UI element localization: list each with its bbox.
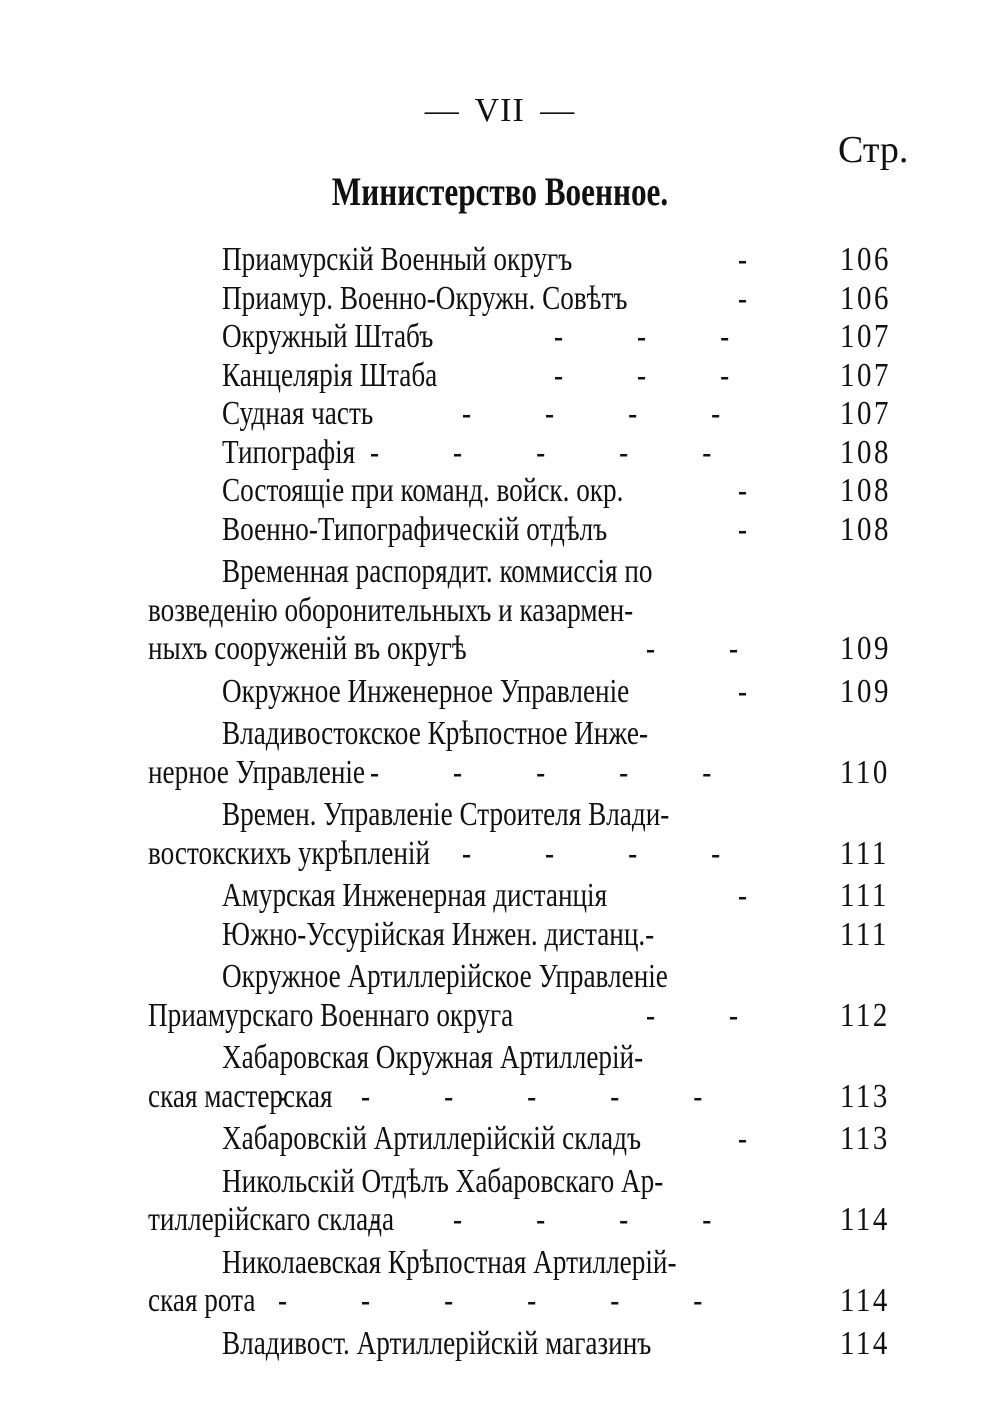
dot-leader: - - - - - -: [278, 1282, 736, 1319]
dot-leader: - - - - - -: [278, 1077, 736, 1115]
toc-entry-text: нерное Управленіе: [148, 753, 366, 791]
toc-page-number: 110: [840, 753, 890, 791]
header-dash-left: —: [424, 92, 460, 129]
toc-entry-text: тиллерійскаго склада: [148, 1201, 395, 1238]
page-column-label: Стр.: [838, 129, 909, 171]
toc-entry-text: Хабаровскій Артиллерійскій складъ: [222, 1120, 642, 1157]
toc-entry-text: Окружное Инженерное Управленіе: [222, 672, 630, 710]
toc-page-number: 114: [840, 1201, 890, 1238]
toc-entry-text: Владивостокское Крѣпостное Инже-: [222, 715, 648, 752]
toc-entry-text: возведенію оборонительныхъ и казармен-: [148, 591, 634, 629]
toc-entry-text: Южно-Уссурійская Инжен. дистанц.-: [222, 915, 655, 953]
page-number: VII: [474, 92, 525, 129]
dot-leader: -: [738, 241, 781, 278]
toc-page-number: 107: [840, 395, 891, 432]
toc-page-number: 106: [840, 241, 891, 278]
dot-leader: -: [738, 472, 781, 509]
toc-entry-text: Окружное Артиллерійское Управленіе: [222, 958, 668, 995]
toc-page-number: 109: [840, 630, 891, 667]
toc-page-number: 111: [840, 915, 889, 953]
dot-leader: - -: [646, 630, 772, 667]
toc-entry-text: Николаевская Крѣпостная Артиллерій-: [222, 1243, 677, 1281]
toc-page-number: 108: [840, 433, 891, 471]
toc-page-number: 106: [840, 279, 891, 317]
page-number-header: [0, 92, 1000, 130]
toc-page-number: 107: [840, 356, 891, 394]
toc-entry-text: Никольскій Отдѣлъ Хабаровскаго Ар-: [222, 1162, 664, 1200]
toc-entry-text: Приамурскій Военный округъ: [222, 241, 573, 278]
toc-page-number: 113: [840, 1077, 890, 1115]
toc-page-number: 114: [840, 1324, 890, 1362]
dot-leader: - - - - -: [370, 1201, 745, 1238]
toc-entry-text: Состоящіе при команд. войск. окр.: [222, 472, 624, 509]
toc-entry-text: Времен. Управленіе Строителя Влади-: [222, 796, 670, 833]
dot-leader: -: [738, 672, 781, 710]
toc-entry-text: ская мастерская: [148, 1077, 333, 1115]
toc-page-number: 113: [840, 1120, 890, 1157]
toc-entry-text: Военно-Типографическій отдѣлъ: [222, 510, 608, 548]
toc-page-number: 107: [840, 318, 891, 355]
dot-leader: -: [738, 1120, 781, 1157]
dot-leader: - - -: [554, 318, 763, 355]
toc-entry-text: Приамурскаго Военнаго округа: [148, 996, 514, 1034]
dot-leader: - - - -: [462, 395, 754, 432]
toc-entry-text: востокскихъ укрѣпленій: [148, 834, 431, 872]
toc-page-number: 109: [840, 672, 891, 710]
dot-leader: - - - - -: [370, 433, 745, 471]
dot-leader: - - - -: [462, 834, 754, 872]
toc-entry-text: ныхъ сооруженій въ округѣ: [148, 630, 467, 667]
toc-entry-text: Типографія: [222, 433, 356, 471]
toc-entry-text: Приамур. Военно-Окружн. Совѣтъ: [222, 279, 628, 317]
toc-entry-text: Амурская Инженерная дистанція: [222, 877, 608, 914]
dot-leader: - -: [646, 996, 772, 1034]
dot-leader: -: [738, 510, 781, 548]
toc-entry-text: Владивост. Артиллерійскій магазинъ: [222, 1324, 652, 1362]
dot-leader: -: [738, 279, 781, 317]
toc-page-number: 108: [840, 510, 891, 548]
toc-entry-text: Канцелярія Штаба: [222, 356, 438, 394]
dot-leader: - - - - -: [370, 753, 745, 791]
toc-entry-text: Окружный Штабъ: [222, 318, 434, 355]
toc-entry-text: ская рота: [148, 1282, 256, 1319]
toc-entry-text: Судная часть: [222, 395, 374, 432]
dot-leader: - - -: [554, 356, 763, 394]
dot-leader: -: [738, 877, 781, 914]
toc-page-number: 112: [840, 996, 890, 1034]
toc-page-number: 114: [840, 1282, 890, 1319]
toc-page-number: 111: [840, 834, 889, 872]
toc-page-number: 108: [840, 472, 891, 509]
section-title: Министерство Военное.: [331, 169, 669, 214]
toc-page-number: 111: [840, 877, 889, 914]
toc-entry-text: Временная распорядит. коммиссія по: [222, 553, 653, 590]
toc-entry-text: Хабаровская Окружная Артиллерій-: [222, 1039, 644, 1076]
header-dash-right: —: [540, 92, 576, 129]
